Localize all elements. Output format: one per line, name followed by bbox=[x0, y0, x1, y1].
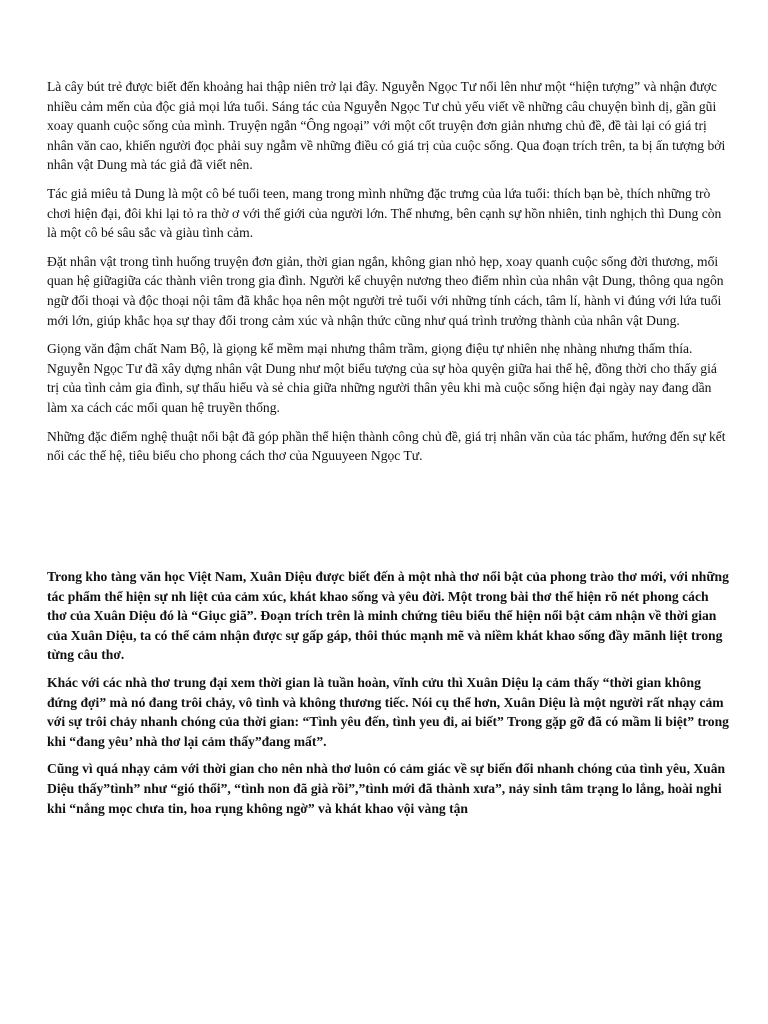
paragraph: Những đặc điểm nghệ thuật nổi bật đã góp phần thể hiện thành công chủ đề, giá trị nhân văn của tác phẩm, hướng đến sự kết nối các thế hệ, tiêu biểu cho phong cách thơ của Nguuyeen Ngọc Tư. bbox=[47, 428, 726, 464]
paragraph: Cũng vì quá nhạy cảm với thời gian cho nên nhà thơ luôn có cảm giác về sự biến đổi nhanh chóng của tình yêu, Xuân Diệu thấy”tình” như “gió thổi”, “tình non đã già rồi”,”tình mới đã thành xưa”, nảy sinh tâm trạng lo lắng, hoài nghi khi “nắng mọc chưa tin, hoa rụng không ngờ” và khát khao vội vàng tận bbox=[47, 761, 726, 816]
paragraph: Trong kho tàng văn học Việt Nam, Xuân Diệu được biết đến à một nhà thơ nổi bật của phong trào thơ mới, với những tác phẩm thể hiện sự nh liệt của cảm xúc, khát khao sống và yêu đời. Một trong bài thơ thể hiện rõ nét phong cách thơ của Xuân Diệu đó là “Giục giã”. Đoạn trích trên là minh chứng tiêu biểu thể hiện nổi bật cảm nhận về thời gian của Xuân Diệu, ta có thể cảm nhận được sự gấp gáp, thôi thúc mạnh mẽ và niềm khát khao sống đầy mãnh liệt trong từng câu thơ. bbox=[47, 569, 729, 663]
essay-section-xuan-dieu bbox=[47, 567, 729, 826]
paragraph: Giọng văn đậm chất Nam Bộ, là giọng kể mềm mại nhưng thâm trầm, giọng điệu tự nhiên nhẹ nhàng nhưng thấm thía. Nguyễn Ngọc Tư đã xây dựng nhân vật Dung như một biểu tượng của sự hòa quyện giữa hai thế hệ, đồng thời cho thấy giá trị của tình cảm gia đình, sự thấu hiểu và sẻ chia giữa những người thân yêu khi mà cuộc sống hiện đại ngày nay đang dần làm xa cách các mối quan hệ truyền thống. bbox=[47, 341, 717, 415]
paragraph: Là cây bút trẻ được biết đến khoảng hai thập niên trở lại đây. Nguyễn Ngọc Tư nổi lên như một “hiện tượng” và nhận được nhiều cảm mến của độc giả mọi lứa tuổi. Sáng tác của Nguyễn Ngọc Tư chủ yếu viết về những câu chuyện bình dị, gần gũi xoay quanh cuộc sống của mình. Truyện ngắn “Ông ngoại” với một cốt truyện đơn giản nhưng chủ đề, đề tài lại có giá trị nhân văn cao, khiến người đọc phải suy ngẫm về những điều có giá trị của cuộc sống. Qua đoạn trích trên, ta bị ấn tượng bởi nhân vật Dung mà tác giả đã viết nên. bbox=[47, 79, 726, 173]
paragraph: Đặt nhân vật trong tình huống truyện đơn giản, thời gian ngắn, không gian nhỏ hẹp, xoay quanh cuộc sống đời thương, mối quan hệ giữagiữa các thành viên trong gia đình. Người kể chuyện nương theo điểm nhìn của nhân vật Dung, thông qua ngôn ngữ đối thoại và độc thoại nội tâm đã khắc họa nên một người trẻ tuổi với những tính cách, tâm lí, hành vi đúng với lứa tuổi mới lớn, giúp khắc họa sự thay đổi trong cảm xúc và nhận thức cũng như quá trình trưởng thành của nhân vật Dung. bbox=[47, 253, 724, 328]
paragraph: Khác với các nhà thơ trung đại xem thời gian là tuần hoàn, vĩnh cửu thì Xuân Diệu lạ cảm thấy “thời gian không đứng đợi” mà nó đang trôi chảy, vô tình và không thương tiếc. Nói cụ thể hơn, Xuân Diệu là một người rất nhạy cảm với sự trôi chảy nhanh chóng của thời gian: “Tình yêu đến, tình yeu đi, ai biết” Trong gặp gỡ đã có mầm li biệt” trong khi “đang yêu’ nhà thơ lại cảm thấy”đang mất”. bbox=[47, 674, 729, 749]
essay-section-nguyen-ngoc-tu bbox=[47, 77, 729, 475]
paragraph: Tác giả miêu tả Dung là một cô bé tuổi teen, mang trong mình những đặc trưng của lứa tuổi: thích bạn bè, thích những trò chơi hiện đại, đôi khi lại tỏ ra thờ ơ với thế giới của người lớn. Thế nhưng, bên cạnh sự hồn nhiên, tinh nghịch thì Dung còn là một cô bé sâu sắc và giàu tình cảm. bbox=[47, 185, 722, 241]
